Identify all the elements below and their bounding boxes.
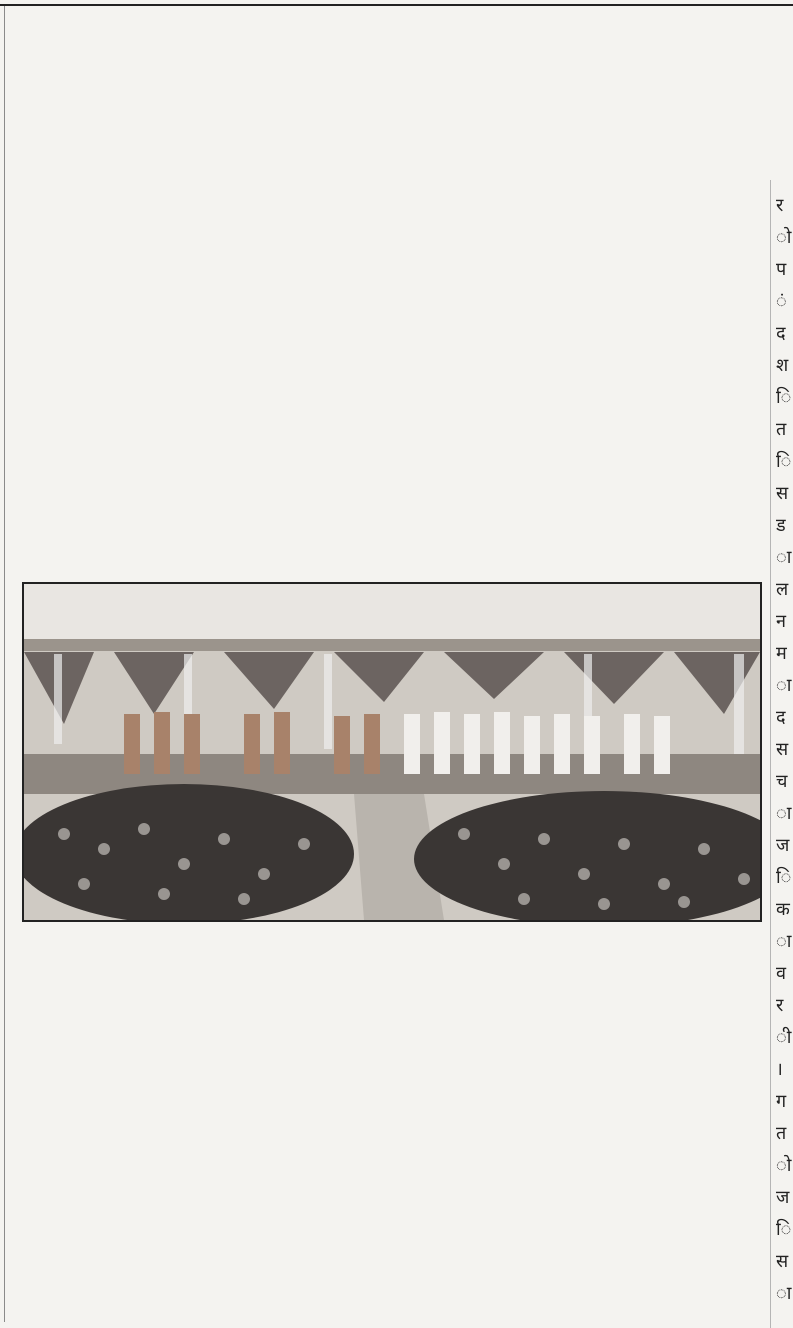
article-paragraph-1: [24, 182, 766, 214]
dateline: [24, 186, 58, 210]
top-rule: [0, 4, 793, 6]
event-photo: [22, 582, 762, 922]
adjacent-column-edge: र ो प ं द श ि त ि स ड ा ल न म ा द स च ा ज ि क ा व र ी । ग त ो ज ि स ा: [776, 195, 792, 1304]
event-photo-icon: [24, 584, 760, 920]
left-column-rule: [4, 6, 5, 1322]
right-column-rule: [770, 180, 771, 1328]
